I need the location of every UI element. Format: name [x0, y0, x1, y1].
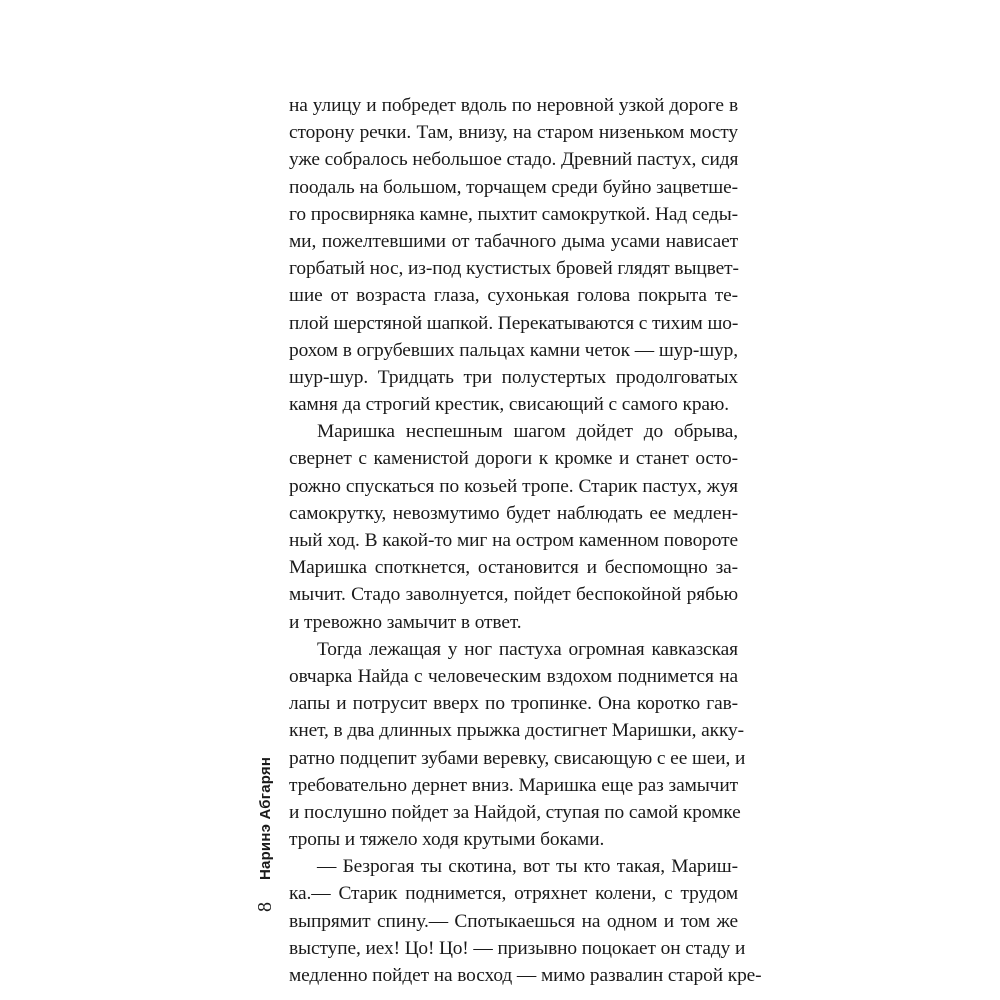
text-line: поодаль на большом, торчащем среди буйно зацветше- — [289, 176, 738, 198]
text-line: го просвирняка камне, пыхтит самокруткой. Над седы- — [289, 203, 738, 225]
text-line: выступе, иех! Цо! Цо! — призывно поцокает он стаду и — [289, 937, 746, 959]
text-line: лапы и потрусит вверх по тропинке. Она коротко гав- — [289, 693, 738, 715]
text-line: шие от возраста глаза, сухонькая голова покрыта те- — [289, 285, 738, 307]
text-line: — Безрогая ты скотина, вот ты кто такая, Мариш- — [317, 856, 738, 878]
text-line: горбатый нос, из-под кустистых бровей глядят выцвет- — [289, 258, 739, 280]
text-line: Тогда лежащая у ног пастуха огромная кавказская — [317, 638, 738, 660]
page-number: 8 — [254, 902, 276, 912]
text-line: тропы и тяжело ходя крутыми боками. — [289, 829, 605, 851]
text-line: уже собралось небольшое стадо. Древний пастух, сидя — [289, 149, 739, 171]
page-footer — [253, 756, 277, 1000]
text-line: и послушно пойдет за Найдой, ступая по самой кромке — [289, 801, 741, 823]
text-line: сторону речки. Там, внизу, на старом низеньком мосту — [289, 122, 738, 144]
text-line: овчарка Найда с человеческим вздохом поднимется на — [289, 665, 738, 687]
text-line: выпрямит спину.— Спотыкаешься на одном и том же — [289, 910, 738, 932]
text-line: свернет с каменистой дороги к кромке и станет осто- — [289, 448, 738, 470]
text-line: Маришка споткнется, остановится и беспомощно за- — [289, 557, 738, 579]
running-head-author: Наринэ Абгарян — [257, 756, 274, 880]
text-line: плой шерстяной шапкой. Перекатываются с тихим шо- — [289, 312, 739, 334]
text-line: шур-шур. Тридцать три полустертых продолговатых — [289, 366, 738, 388]
book-page-text — [289, 92, 762, 989]
text-line: кнет, в два длинных прыжка достигнет Маришки, акку- — [289, 720, 744, 742]
text-line: ка.— Старик поднимется, отряхнет колени, с трудом — [289, 883, 738, 905]
text-line: медленно пойдет на восход — мимо развалин старой кре- — [289, 965, 762, 986]
text-line: Маришка неспешным шагом дойдет до обрыва, — [317, 421, 738, 443]
text-line: камня да строгий крестик, свисающий с самого краю. — [289, 394, 730, 416]
text-line: рохом в огрубевших пальцах камни четок — шур-шур, — [289, 339, 738, 361]
text-line: ный ход. В какой-то миг на остром каменном повороте — [289, 530, 738, 551]
text-line: рожно спускаться по козьей тропе. Старик пастух, жуя — [289, 475, 738, 497]
text-line: мычит. Стадо заволнуется, пойдет беспокойной рябью — [289, 584, 738, 606]
text-line: и тревожно замычит в ответ. — [289, 611, 522, 633]
text-line: ми, пожелтевшими от табачного дыма усами нависает — [289, 230, 738, 252]
text-line: на улицу и побредет вдоль по неровной узкой дороге в — [289, 95, 738, 116]
text-line: ратно подцепит зубами веревку, свисающую с ее шеи, и — [289, 747, 746, 769]
text-line: требовательно дернет вниз. Маришка еще раз замычит — [289, 774, 738, 796]
text-line: самокрутку, невозмутимо будет наблюдать ее медлен- — [289, 502, 738, 524]
